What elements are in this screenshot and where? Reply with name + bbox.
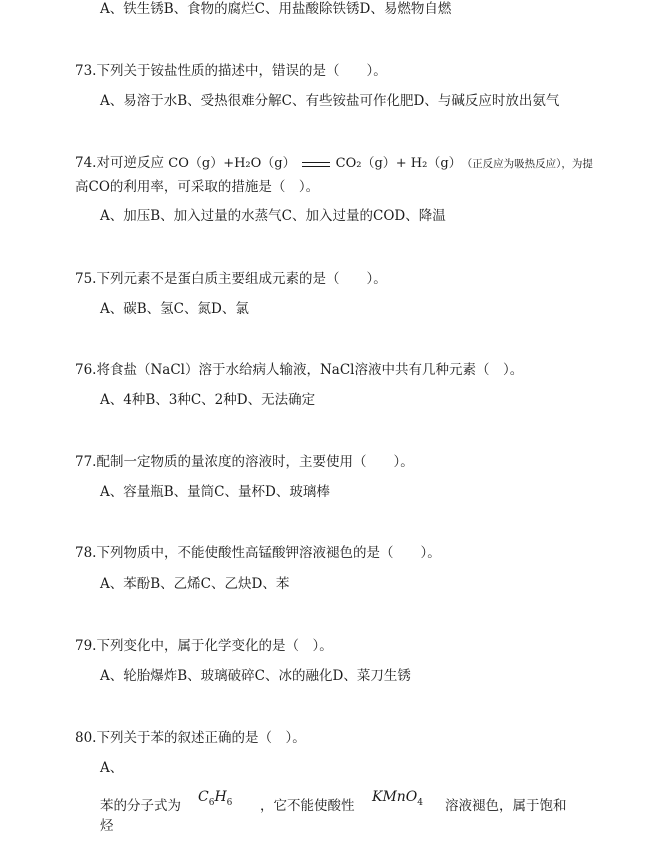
option-a-part3: 溶液褪色，属于饱和 (445, 798, 567, 814)
options-77: A、容量瓶B、量筒C、量杯D、玻璃棒 (100, 484, 330, 500)
question-77 (75, 453, 414, 471)
question-79 (75, 637, 333, 655)
question-text: 下列物质中，不能使酸性高锰酸钾溶液褪色的是（ ）。 (96, 545, 441, 561)
question-text: 下列元素不是蛋白质主要组成元素的是（ ）。 (96, 271, 387, 287)
question-number: 73. (75, 63, 97, 79)
reaction-reactants: CO（g）+H₂O（g） (168, 156, 296, 171)
option-a-label: A、 (100, 760, 124, 776)
options-73: A、易溶于水B、受热很难分解C、有些铵盐可作化肥D、与碱反应时放出氨气 (100, 93, 560, 109)
option-a-part4: 烃 (100, 818, 114, 834)
reaction-products: CO₂（g）+ H₂（g） (335, 156, 462, 171)
question-number: 75. (75, 271, 97, 287)
options-76: A、4种B、3种C、2种D、无法确定 (100, 392, 316, 408)
question-80 (75, 729, 306, 747)
options-78: A、苯酚B、乙烯C、乙炔D、苯 (100, 576, 290, 592)
question-number: 77. (75, 454, 97, 470)
question-text: 对可逆反应 (96, 155, 164, 171)
question-text: 配制一定物质的量浓度的溶液时，主要使用（ ）。 (96, 454, 414, 470)
question-number: 74. (75, 155, 97, 171)
question-74-line2: 高CO的利用率，可采取的措施是（ ）。 (75, 179, 320, 195)
question-75 (75, 270, 387, 288)
question-text: 下列变化中，属于化学变化的是（ ）。 (96, 638, 333, 654)
options-75: A、碳B、氢C、氮D、氯 (100, 301, 249, 317)
question-number: 78. (75, 545, 97, 561)
formula-kmno4: KMnO$_4$ (372, 789, 424, 808)
question-74 (75, 154, 593, 173)
question-78 (75, 544, 441, 562)
question-text: 下列关于苯的叙述正确的是（ ）。 (96, 730, 306, 746)
option-a-part2: ，它不能使酸性 (260, 798, 355, 814)
top-options: A、铁生锈B、食物的腐烂C、用盐酸除铁锈D、易燃物自燃 (100, 1, 452, 17)
question-76 (75, 361, 523, 379)
options-74: A、加压B、加入过量的水蒸气C、加入过量的COD、降温 (100, 208, 446, 224)
question-text: 下列关于铵盐性质的描述中，错误的是（ ）。 (96, 63, 387, 79)
question-number: 79. (75, 638, 97, 654)
option-a-part1: 苯的分子式为 (100, 798, 181, 814)
question-number: 76. (75, 362, 97, 378)
equilibrium-arrow (302, 160, 330, 168)
options-79: A、轮胎爆炸B、玻璃破碎C、冰的融化D、菜刀生锈 (100, 668, 411, 684)
question-73 (75, 62, 387, 80)
option-a-text (100, 797, 181, 815)
question-text: 将食盐（NaCl）溶于水给病人输液，NaCl溶液中共有几种元素（ ）。 (96, 362, 524, 378)
formula-c6h6: $C_6H_6$ (198, 789, 233, 808)
question-number: 80. (75, 730, 97, 746)
reaction-note: （正反应为吸热反应），为提 (461, 158, 593, 170)
